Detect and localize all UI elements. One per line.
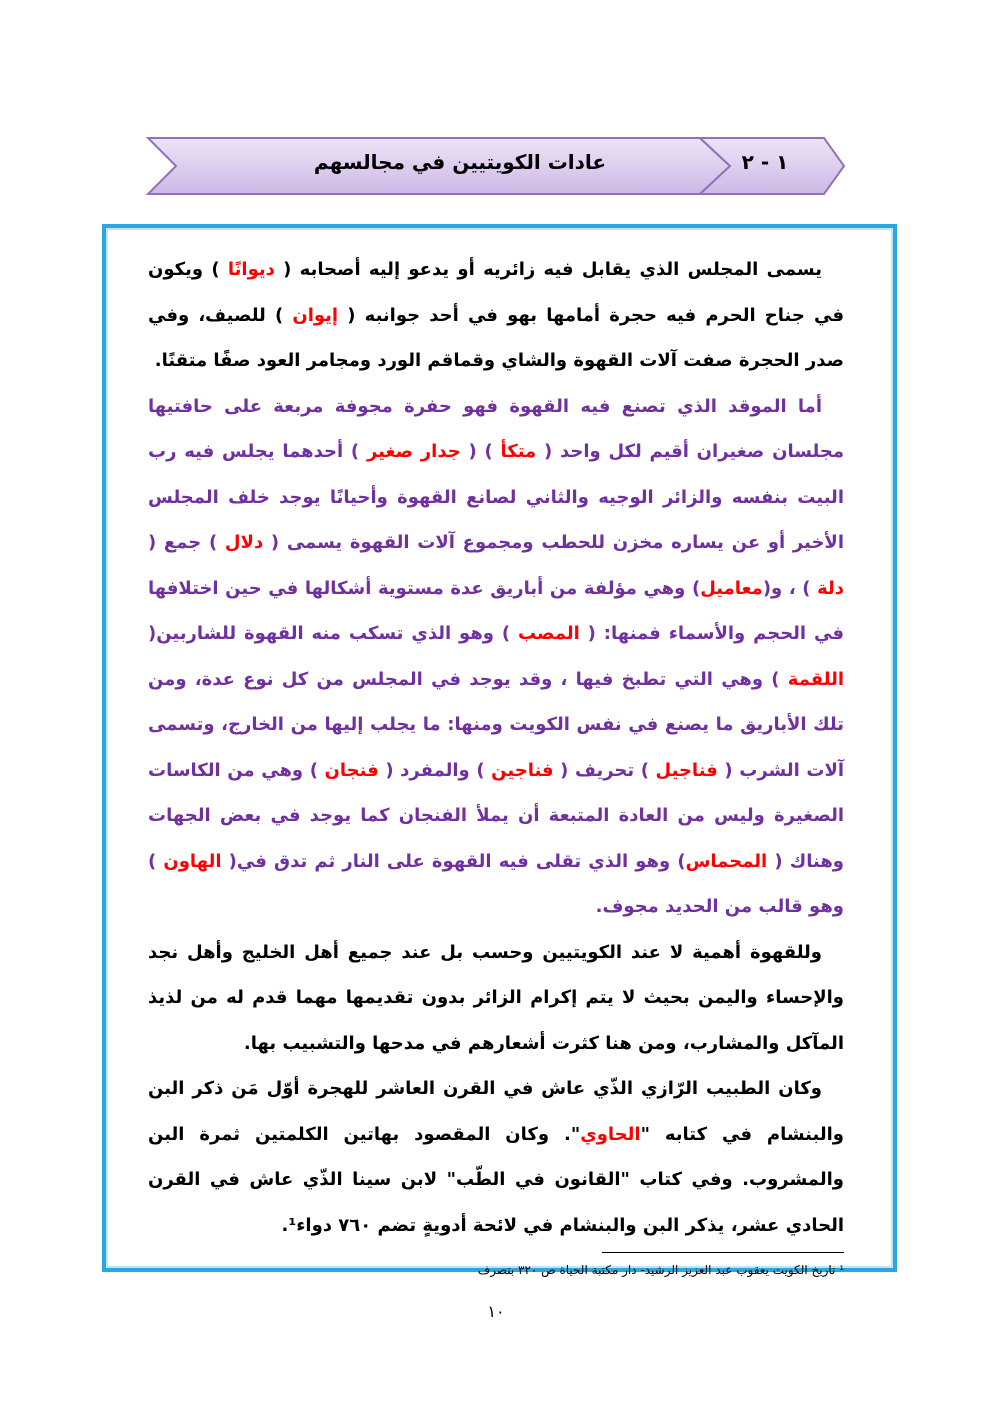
paragraph-text: ) جمع ( — [148, 532, 225, 553]
highlighted-term: معاميل — [700, 577, 763, 599]
paragraph-text: ) أحدهما يجلس فيه رب البيت بنفسه والزائر الوجيه والثاني لصانع القهوة وأحيانًا يوجد خلف المجلس الأخير أو عن يساره مخزن للحطب ومجموع آلات القهوة يسمى ( — [148, 441, 844, 553]
highlighted-term: فناجيل — [655, 759, 718, 781]
highlighted-term: جدار صغير — [366, 441, 461, 462]
paragraph-text: ) ( — [460, 441, 501, 462]
article-body — [148, 247, 844, 1248]
highlighted-term: دلال — [224, 532, 264, 553]
paragraph — [148, 247, 844, 384]
paragraph-text: ) ، و( — [762, 577, 818, 599]
section-number: ١ - ٢ — [741, 150, 789, 174]
paragraph-text: ) تحريف ( — [553, 759, 656, 781]
paragraph-text: ) للصيف، وفي صدر الحجرة صفت آلات القهوة والشاي وقماقم الورد ومجامر العود صفًا متقنًا. — [148, 304, 844, 371]
section-header — [140, 130, 852, 202]
highlighted-term: إيوان — [292, 304, 339, 326]
paragraph-text: يسمى المجلس الذي يقابل فيه زائريه أو يدعو إليه أصحابه ( — [274, 259, 822, 280]
paragraph-text: ". وكان المقصود بهاتين الكلمتين ثمرة البن والمشروب. وفي كتاب "القانون في الطّب" لابن سينا الذّي عاش في القرن الحادي عشر، يذكر البن والبنشام في لائحة أدويةٍ تضم ٧٦٠ دواء¹. — [148, 1123, 844, 1236]
paragraph-text: ) وهي مؤلفة من أباريق عدة مستوية أشكالها في حين اختلافها في الحجم والأسماء فمنها: ( — [148, 577, 844, 644]
paragraph-text: ) وهو الذي تقلى فيه القهوة على النار ثم تدق في( — [221, 850, 686, 872]
highlighted-term: اللقمة — [787, 668, 844, 690]
footnote-divider — [602, 1252, 844, 1253]
highlighted-term: ديوانًا — [227, 259, 275, 280]
paragraph-text: ) وهو الذي تسكب منه القهوة للشاربين( — [148, 623, 518, 644]
paragraph — [148, 930, 844, 1067]
paragraph-text: ) وهي التي تطبخ فيها ، وقد يوجد في المجلس من كل نوع عدة، ومن تلك الأباريق ما يصنع في نفس الكويت ومنها: ما يجلب إليها من الخارج، وتسمى آلات الشرب ( — [148, 668, 845, 781]
highlighted-term: الحاوي — [580, 1123, 641, 1145]
highlighted-term: متكأ — [500, 441, 537, 462]
paragraph-text: ) ويكون في جناح الحرم فيه حجرة أمامها بهو في أحد جوانبه ( — [148, 259, 844, 326]
paragraph-text: ) وهو قالب من الحديد مجوف. — [148, 850, 844, 917]
footnote: ¹ تاريخ الكويت يعقوب عبد العزيز الرشيد- دار مكتبة الحياة ص ٣٢٠ بتصرف — [477, 1263, 844, 1277]
section-title: عادات الكويتيين في مجالسهم — [313, 150, 607, 174]
paragraph-text: ) والمفرد ( — [378, 759, 492, 781]
highlighted-term: المحماس — [685, 850, 768, 872]
paragraph-text: ) وهي من الكاسات الصغيرة وليس من العادة المتبعة أن يملأ الفنجان كما يوجد في بعض الجهات وهناك ( — [148, 759, 844, 872]
paragraph-text: وكان الطبيب الرّازي الذّي عاش في القرن العاشر للهجرة أوّل مَن ذكر البن والبنشام في كتابه " — [148, 1078, 844, 1145]
highlighted-term: الهاون — [163, 850, 222, 872]
paragraph — [148, 384, 844, 930]
highlighted-term: فنجان — [324, 759, 379, 781]
highlighted-term: دلة — [817, 577, 844, 599]
highlighted-term: فناجين — [491, 759, 554, 781]
paragraph-text: أما الموقد الذي تصنع فيه القهوة فهو حفرة مجوفة مربعة على حافتيها مجلسان صغيران أقيم لكل واحد ( — [148, 395, 844, 462]
page-number: ١٠ — [487, 1302, 505, 1321]
highlighted-term: المصب — [518, 623, 580, 644]
paragraph-text: وللقهوة أهمية لا عند الكويتيين وحسب بل عند جميع أهل الخليج وأهل نجد والإحساء واليمن بحيث لا يتم إكرام الزائر بدون تقديمها مهما قدم له من لذيذ المآكل والمشارب، ومن هنا كثرت أشعارهم في مدحها والتشبيب بها. — [148, 941, 844, 1054]
paragraph — [148, 1066, 844, 1248]
